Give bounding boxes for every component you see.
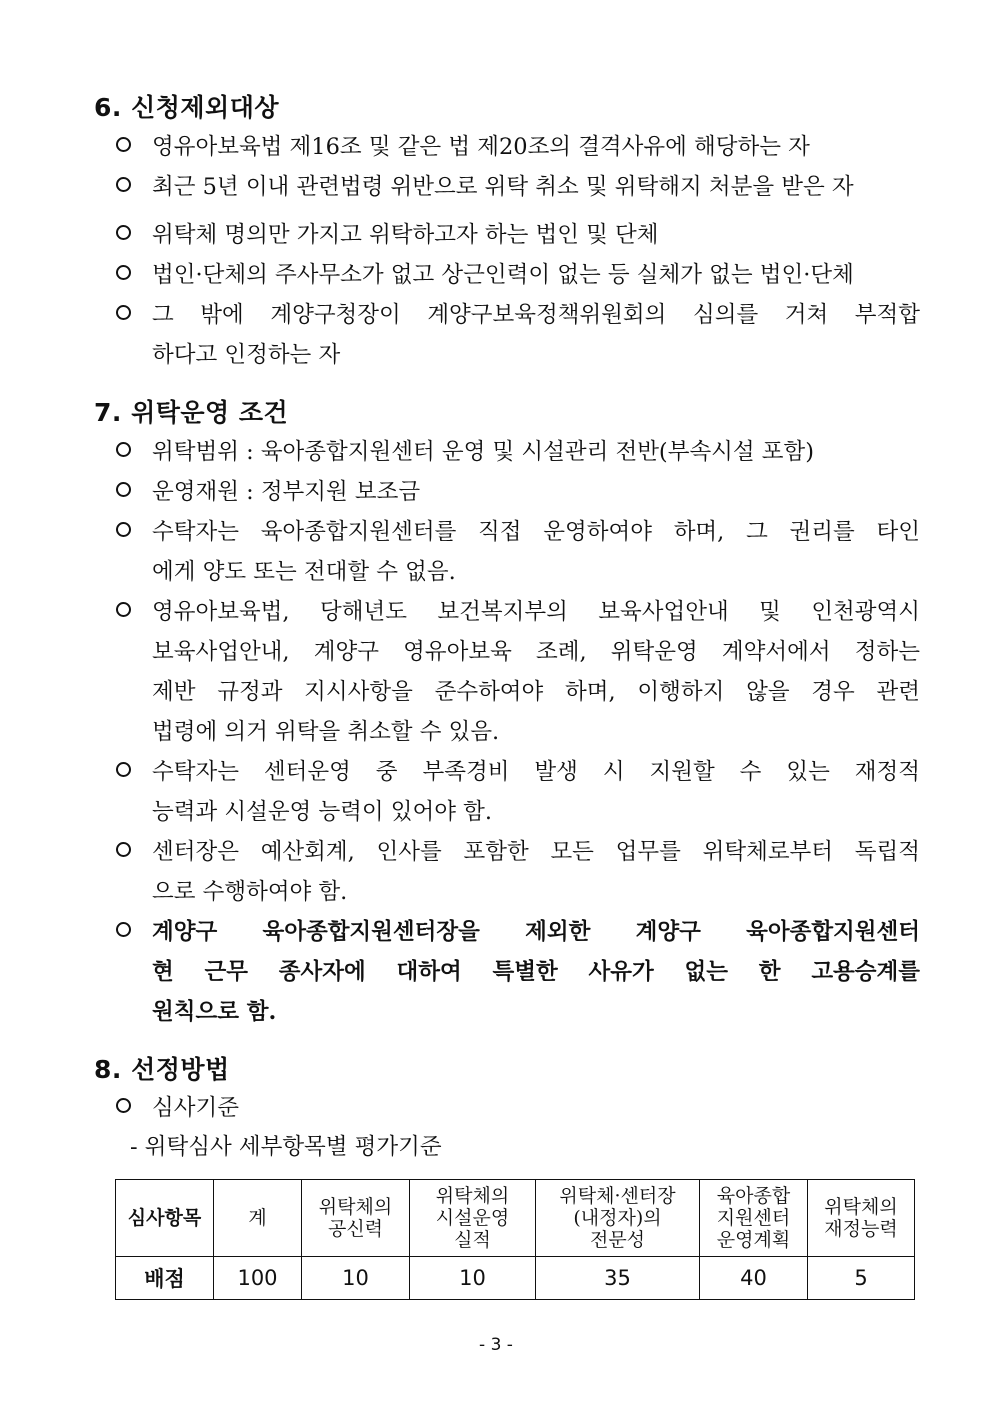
circle-bullet-icon <box>116 762 131 777</box>
circle-bullet-icon <box>116 225 131 240</box>
s6-item-5-line-1: 그 밖에 계양구청장이 계양구보육정책위원회의 심의를 거쳐 부적합 <box>152 302 920 328</box>
s8-item-1-line-1: 심사기준 <box>152 1095 239 1121</box>
row-label-cell: 배점 <box>116 1257 214 1300</box>
s7-item-6-line-1: 센터장은 예산회계, 인사를 포함한 모든 업무를 위탁체로부터 독립적 <box>152 839 920 865</box>
value-cell: 10 <box>302 1257 410 1300</box>
circle-bullet-icon <box>116 177 131 192</box>
circle-bullet-icon <box>116 482 131 497</box>
s7-item-6-line-2: 으로 수행하여야 함. <box>152 879 348 905</box>
circle-bullet-icon <box>116 842 131 857</box>
score-table <box>115 1179 915 1300</box>
circle-bullet-icon <box>116 137 131 152</box>
circle-bullet-icon <box>116 922 131 937</box>
s7-item-1-line-1: 위탁범위 : 육아종합지원센터 운영 및 시설관리 전반(부속시설 포함) <box>152 439 815 465</box>
section-6-title: 6. 신청제외대상 <box>94 93 279 122</box>
circle-bullet-icon <box>116 265 131 280</box>
s7-item-3-line-1: 수탁자는 육아종합지원센터를 직접 운영하여야 하며, 그 권리를 타인 <box>152 519 920 545</box>
page-number: - 3 - <box>479 1335 513 1355</box>
header-cell: 계 <box>214 1180 302 1257</box>
s7-item-4-line-2: 보육사업안내, 계양구 영유아보육 조례, 위탁운영 계약서에서 정하는 <box>152 639 920 665</box>
s7-item-7-line-1: 계양구 육아종합지원센터장을 제외한 계양구 육아종합지원센터 <box>152 919 920 945</box>
s7-item-7-line-2: 현 근무 종사자에 대하여 특별한 사유가 없는 한 고용승계를 <box>152 959 920 985</box>
s6-item-4-line-1: 법인·단체의 주사무소가 없고 상근인력이 없는 등 실체가 없는 법인·단체 <box>152 262 854 288</box>
s7-item-5-line-1: 수탁자는 센터운영 중 부족경비 발생 시 지원할 수 있는 재정적 <box>152 759 920 785</box>
s7-item-5-line-2: 능력과 시설운영 능력이 있어야 함. <box>152 799 493 825</box>
circle-bullet-icon <box>116 522 131 537</box>
section-7-title: 7. 위탁운영 조건 <box>94 398 289 427</box>
s6-item-3-line-1: 위탁체 명의만 가지고 위탁하고자 하는 법인 및 단체 <box>152 222 659 248</box>
s6-item-1-line-1: 영유아보육법 제16조 및 같은 법 제20조의 결격사유에 해당하는 자 <box>152 134 810 160</box>
s7-item-4-line-1: 영유아보육법, 당해년도 보건복지부의 보육사업안내 및 인천광역시 <box>152 599 920 625</box>
header-cell: 심사항목 <box>116 1180 214 1257</box>
s7-item-3-line-2: 에게 양도 또는 전대할 수 없음. <box>152 559 456 585</box>
value-cell: 35 <box>536 1257 700 1300</box>
value-cell: 10 <box>410 1257 536 1300</box>
circle-bullet-icon <box>116 305 131 320</box>
s6-item-2-line-1: 최근 5년 이내 관련법령 위반으로 위탁 취소 및 위탁해지 처분을 받은 자 <box>152 174 854 200</box>
score-table-value-row <box>116 1257 915 1300</box>
s7-item-7-line-3: 원칙으로 함. <box>152 999 277 1025</box>
circle-bullet-icon <box>116 1098 131 1113</box>
s7-item-2-line-1: 운영재원 : 정부지원 보조금 <box>152 479 421 505</box>
score-table-header-row <box>116 1180 915 1257</box>
header-cell: 위탁체의 공신력 <box>302 1180 410 1257</box>
value-cell: 40 <box>700 1257 808 1300</box>
header-cell: 육아종합 지원센터 운영계획 <box>700 1180 808 1257</box>
section-8-title: 8. 선정방법 <box>94 1055 230 1084</box>
header-cell: 위탁체의 재정능력 <box>808 1180 915 1257</box>
s7-item-4-line-3: 제반 규정과 지시사항을 준수하여야 하며, 이행하지 않을 경우 관련 <box>152 679 920 705</box>
header-cell: 위탁체의 시설운영 실적 <box>410 1180 536 1257</box>
circle-bullet-icon <box>116 442 131 457</box>
s7-item-4-line-4: 법령에 의거 위탁을 취소할 수 있음. <box>152 719 500 745</box>
circle-bullet-icon <box>116 602 131 617</box>
s6-item-5-line-2: 하다고 인정하는 자 <box>152 342 341 368</box>
value-cell: 5 <box>808 1257 915 1300</box>
s8-sub-heading: - 위탁심사 세부항목별 평가기준 <box>130 1134 442 1160</box>
header-cell: 위탁체·센터장 (내정자)의 전문성 <box>536 1180 700 1257</box>
value-cell: 100 <box>214 1257 302 1300</box>
